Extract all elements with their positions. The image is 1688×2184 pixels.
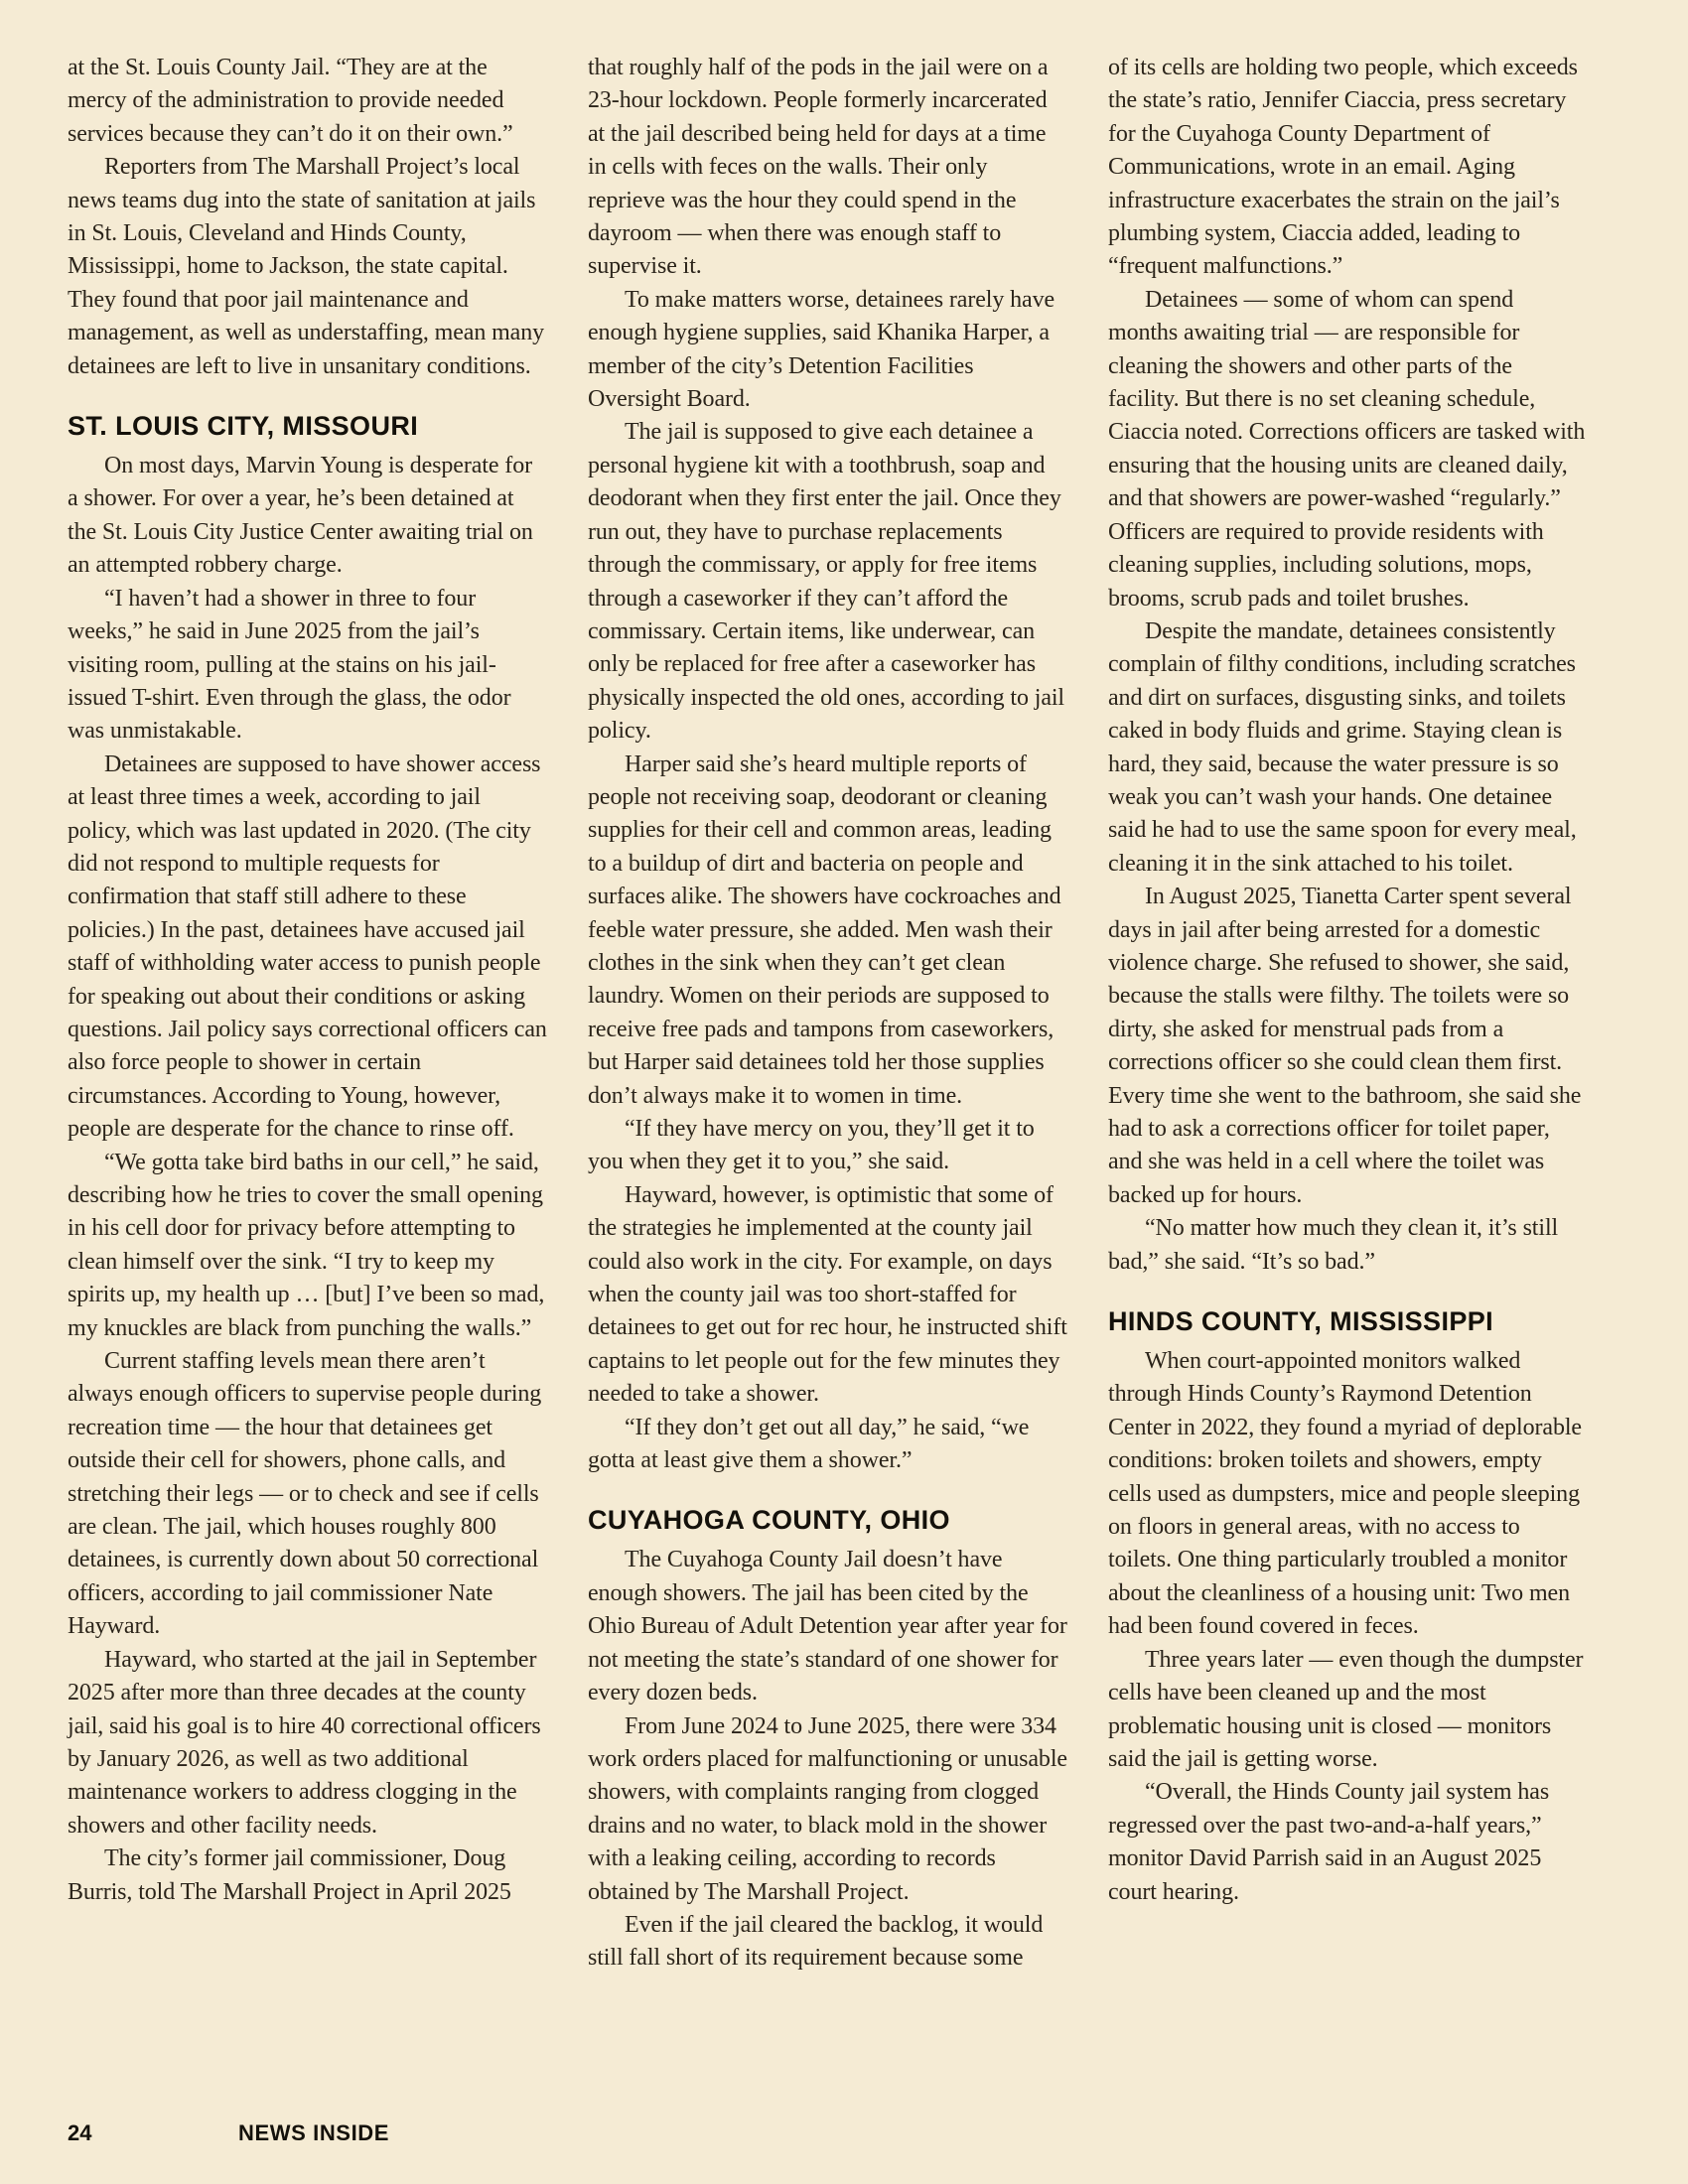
section-heading-hinds-county-mississippi: HINDS COUNTY, MISSISSIPPI bbox=[1108, 1306, 1494, 1337]
paragraph: The Cuyahoga County Jail doesn’t have enough showers. The jail has been cited by the Ohio Bureau of Adult Detention year after year for not meeting the state’s standard of one shower for every dozen beds. bbox=[588, 1547, 1067, 1706]
paragraph: “Overall, the Hinds County jail system has regressed over the past two-and-a-half years,” monitor David Parrish said in an August 2025 court hearing. bbox=[1108, 1779, 1550, 1905]
paragraph: Even if the jail cleared the backlog, it would still fall short of its requirement because some bbox=[588, 1911, 1044, 1972]
paragraph: Reporters from The Marshall Project’s local news teams dug into the state of sanitation at jails in St. Louis, Cleveland and Hinds County, Mississippi, home to Jackson, the state capital. They found that poor jail maintenance and management, as well as understaffing, mean many detainees are left to live in unsanitary conditions. bbox=[68, 154, 545, 379]
paragraph: Hayward, who started at the jail in September 2025 after more than three decades at the county jail, said his goal is to hire 40 correctional officers by January 2026, as well as two additional maintenance workers to address clogging in the showers and other facility needs. bbox=[68, 1646, 541, 1839]
paragraph: The city’s former jail commissioner, Doug Burris, told The Marshall Project in April 2025 bbox=[68, 1845, 511, 1905]
paragraph: The jail is supposed to give each detainee a personal hygiene kit with a toothbrush, soap and deodorant when they first enter the jail. Once they run out, they have to purchase replacements through the commissary, or apply for free items through a caseworker if they can’t afford the commissary. Certain items, like underwear, can only be replaced for free after a caseworker has physically inspected the old ones, according to jail policy. bbox=[588, 419, 1065, 745]
article-column-1 bbox=[68, 52, 548, 1909]
paragraph: Harper said she’s heard multiple reports of people not receiving soap, deodorant or cleaning supplies for their cell and common areas, leading to a buildup of dirt and bacteria on people and surfaces alike. The showers have cockroaches and feeble water pressure, she added. Men wash their clothes in the sink when they can’t get clean laundry. Women on their periods are supposed to receive free pads and tampons from caseworkers, but Harper said detainees told her those supplies don’t always make it to women in time. bbox=[588, 751, 1061, 1109]
page-footer bbox=[0, 2120, 1688, 2150]
paragraph: To make matters worse, detainees rarely have enough hygiene supplies, said Khanika Harper, a member of the city’s Detention Facilities Oversight Board. bbox=[588, 286, 1055, 413]
paragraph: that roughly half of the pods in the jail were on a 23-hour lockdown. People formerly incarcerated at the jail described being held for days at a time in cells with feces on the walls. Their only reprieve was the hour they could spend in the dayroom — when there was enough staff to supervise it. bbox=[588, 55, 1049, 280]
section-heading-st-louis-city-missouri: ST. LOUIS CITY, MISSOURI bbox=[68, 411, 419, 442]
paragraph: On most days, Marvin Young is desperate for a shower. For over a year, he’s been detained at the St. Louis City Justice Center awaiting trial on an attempted robbery charge. bbox=[68, 453, 533, 579]
paragraph: Despite the mandate, detainees consistently complain of filthy conditions, including scratches and dirt on surfaces, disgusting sinks, and toilets caked in body fluids and grime. Staying clean is hard, they said, because the water pressure is so weak you can’t wash your hands. One detainee said he had to use the same spoon for every meal, cleaning it in the sink attached to his toilet. bbox=[1108, 617, 1577, 877]
paragraph: “We gotta take bird baths in our cell,” he said, describing how he tries to cover the small opening in his cell door for privacy before attempting to clean himself over the sink. “I try to keep my spirits up, my health up … [but] I’ve been so mad, my knuckles are black from punching the walls.” bbox=[68, 1149, 545, 1341]
paragraph: Hayward, however, is optimistic that some of the strategies he implemented at the county jail could also work in the city. For example, on days when the county jail was too short-staffed for detainees to get out for rec hour, he instructed shift captains to let people out for the few minutes they needed to take a shower. bbox=[588, 1181, 1067, 1408]
article-column-2 bbox=[588, 52, 1068, 1976]
paragraph: “I haven’t had a shower in three to four weeks,” he said in June 2025 from the jail’s visiting room, pulling at the stains on his jail-issued T-shirt. Even through the glass, the odor was unmistakable. bbox=[68, 585, 511, 745]
paragraph: Detainees — some of whom can spend months awaiting trial — are responsible for cleaning the showers and other parts of the facility. But there is no set cleaning schedule, Ciaccia noted. Corrections officers are tasked with ensuring that the housing units are cleaned daily, and that showers are power-washed “regularly.” Officers are required to provide residents with cleaning supplies, including solutions, mops, brooms, scrub pads and toilet brushes. bbox=[1108, 286, 1586, 612]
paragraph: Current staffing levels mean there aren’t always enough officers to supervise people during recreation time — the hour that detainees get outside their cell for showers, phone calls, and stretching their legs — or to check and see if cells are clean. The jail, which houses roughly 800 detainees, is currently down about 50 correctional officers, according to jail commissioner Nate Hayward. bbox=[68, 1348, 542, 1640]
paragraph: of its cells are holding two people, which exceeds the state’s ratio, Jennifer Ciaccia, press secretary for the Cuyahoga County Department of Communications, wrote in an email. Aging infrastructure exacerbates the strain on the jail’s plumbing system, Ciaccia added, leading to “frequent malfunctions.” bbox=[1108, 55, 1578, 280]
section-heading-cuyahoga-county-ohio: CUYAHOGA COUNTY, OHIO bbox=[588, 1505, 950, 1536]
article-column-3 bbox=[1108, 52, 1589, 1909]
paragraph: at the St. Louis County Jail. “They are at the mercy of the administration to provide needed services because they can’t do it on their own.” bbox=[68, 55, 513, 147]
paragraph: “If they have mercy on you, they’ll get it to you when they get it to you,” she said. bbox=[588, 1116, 1035, 1175]
paragraph: In August 2025, Tianetta Carter spent several days in jail after being arrested for a domestic violence charge. She refused to shower, she said, because the stalls were filthy. The toilets were so dirty, she asked for menstrual pads from a corrections officer so she could clean them first. Every time she went to the bathroom, she said she had to ask a corrections officer for toilet paper, and she was held in a cell where the toilet was backed up for hours. bbox=[1108, 884, 1582, 1208]
page-number: 24 bbox=[68, 2120, 92, 2145]
paragraph: From June 2024 to June 2025, there were 334 work orders placed for malfunctioning or unusable showers, with complaints ranging from clogged drains and no water, to black mold in the shower with a leaking ceiling, according to records obtained by The Marshall Project. bbox=[588, 1712, 1067, 1905]
paragraph: “No matter how much they clean it, it’s still bad,” she said. “It’s so bad.” bbox=[1108, 1215, 1559, 1275]
publication-name: NEWS INSIDE bbox=[238, 2120, 390, 2145]
paragraph: “If they don’t get out all day,” he said, “we gotta at least give them a shower.” bbox=[588, 1414, 1030, 1474]
paragraph: Detainees are supposed to have shower access at least three times a week, according to jail policy, which was last updated in 2020. (The city did not respond to multiple requests for confirmation that staff still adhere to these policies.) In the past, detainees have accused jail staff of withholding water access to punish people for speaking out about their conditions or asking questions. Jail policy says correctional officers can also force people to shower in certain circumstances. According to Young, however, people are desperate for the chance to rinse off. bbox=[68, 751, 547, 1143]
paragraph: Three years later — even though the dumpster cells have been cleaned up and the most problematic housing unit is closed — monitors said the jail is getting worse. bbox=[1108, 1646, 1584, 1772]
paragraph: When court-appointed monitors walked through Hinds County’s Raymond Detention Center in 2022, they found a myriad of deplorable conditions: broken toilets and showers, empty cells used as dumpsters, mice and people sleeping on floors in general areas, with no access to toilets. One thing particularly troubled a monitor about the cleanliness of a housing unit: Two men had been found covered in feces. bbox=[1108, 1348, 1582, 1640]
